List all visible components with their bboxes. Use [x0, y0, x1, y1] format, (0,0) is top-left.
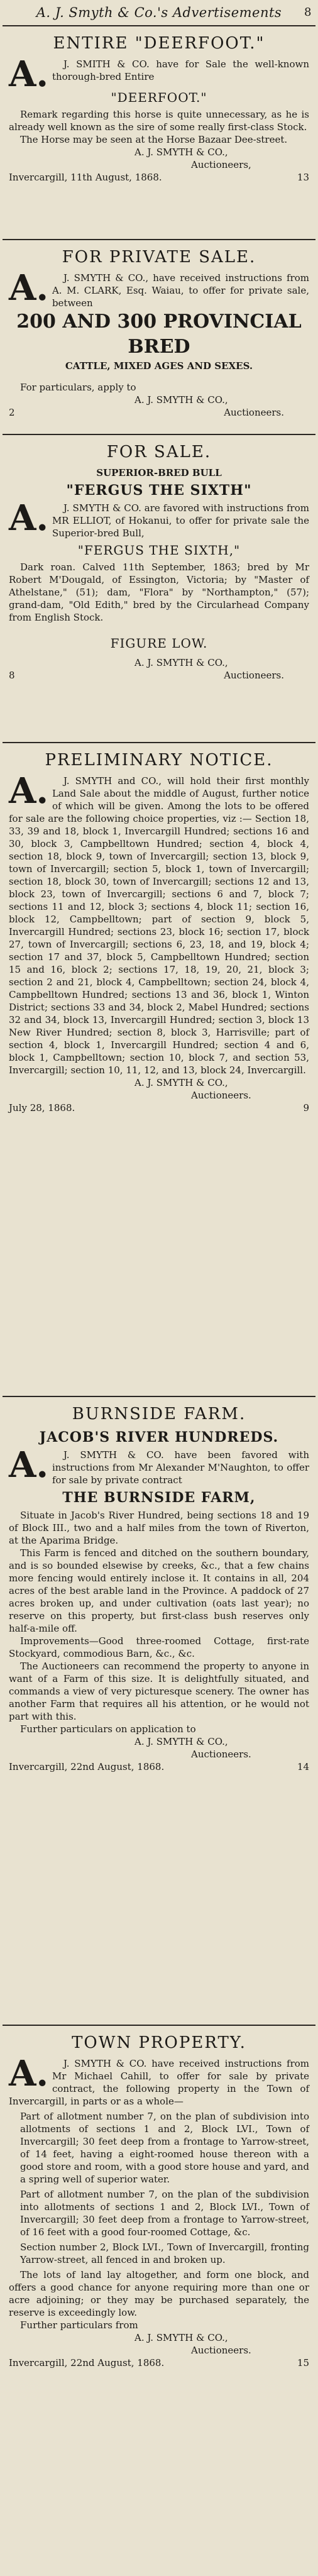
farm-situate: Situate in Jacob's River Hundred, being sections 18 and 19 of Block III., two and a half miles from the town of Riverton, at the Aparima Bridge. — [9, 1510, 309, 1546]
ad-deerfoot — [0, 30, 318, 184]
ad-body: J. SMYTH & CO., have received instructions from A. M. CLARK, Esq. Waiau, to offer for private sale, between — [52, 272, 309, 309]
ad-heading: PRELIMINARY NOTICE. — [45, 751, 273, 770]
dateline: Invercargill, 11th August, 1868. — [9, 172, 162, 183]
signature-role: Auctioneers. — [191, 2345, 251, 2356]
bull-description: Dark roan. Calved 11th September, 1863; bred by Mr Robert M'Dougald, of Essington, Victoria; by "Master of Athelstane," (51); dam, "Flora" by "Northampton," (57); grand-dam, "Old Edith," bred by the Circularhead Company from English Stock. — [9, 561, 309, 623]
divider — [3, 742, 315, 743]
signature: A. J. SMYTH & CO., — [134, 146, 228, 158]
drop-cap: A. — [9, 53, 48, 95]
divider — [3, 239, 315, 240]
page-header — [0, 0, 318, 25]
ad-seen: The Horse may be seen at the Horse Bazaar Dee-street. — [20, 134, 288, 145]
signature: A. J. SMYTH & CO., — [134, 1736, 228, 1747]
divider — [3, 1396, 315, 1397]
ad-footer — [9, 406, 309, 419]
lots-summary: The lots of land lay altogether, and form one block, and offers a good chance for anyone requiring more than one or acre adjoining; or they may be purchased separately, the reserve is exceedingly low. — [9, 2269, 309, 2318]
signature: A. J. SMYTH & CO., — [134, 1077, 228, 1088]
drop-cap: A. — [9, 770, 48, 812]
ad-footer — [9, 1102, 309, 1114]
further-line: Further particulars from — [20, 2319, 138, 2331]
ad-subheading: SUPERIOR-BRED BULL — [96, 467, 222, 478]
bull-title: "FERGUS THE SIXTH" — [66, 482, 252, 499]
ad-body: J. SMITH & CO. have for Sale the well-known thorough-bred Entire — [52, 58, 309, 82]
cattle-count: 200 AND 300 PROVINCIAL BRED — [16, 311, 302, 358]
ad-heading: TOWN PROPERTY. — [72, 2033, 246, 2052]
ad-body: J. SMYTH and CO., will hold their first monthly Land Sale about the middle of August, further notice of which will be given. Among the lots to be offered for sale are the following choice properties, viz :— Section 18, 33, 39 and 18, block 1, Invercargill Hundred; sections 16 and 30, block 3, Campbelltown Hundred; section 4, block 4, section 18, block 9, town of Invercargill; section 13, block 9, town of Invercargill; section 5, block 1, town of Invercargill; section 18, block 30, town of Invercargill; sections 12 and 13, block 23, town of Invercargill; sections 6 and 7, block 7; sections 11 and 12, block 3; sections 4, block 11; section 16, block 12, Campbelltown; part of section 9, block 5, Invercargill Hundred; sections 23, block 16; section 17, block 27, town of Invercargill; sections 6, 23, 18, and 19, block 4; section 17 and 37, block 5, Campbelltown Hundred; section 15 and 16, block 2; sections 17, 18, 19, 20, 21, block 3; section 2 and 21, block 4, Campbelltown; section 24, block 4, Campbelltown Hundred; sections 13 and 36, block 1, Winton District; sections 33 and 34, block 2, Mabel Hundred; sections 32 and 34, block 13, Invercargill Hundred; section 3, block 13 New River Hundred; section 8, block 3, Harrisville; part of section 4, block 1, Invercargill Hundred; section 4 and 6, block 1, Campbelltown; section 10, block 7, and section 53, Invercargill; section 10, 11, 12, and 13, block 24, Invercargill. — [9, 775, 309, 1076]
ad-number: 13 — [297, 172, 309, 183]
header-title: A. J. Smyth & Co.'s Advertisements — [36, 5, 282, 20]
ad-body: J. SMYTH & CO. have been favored with instructions from Mr Alexander M'Naughton, to offer for sale by private contract — [52, 1449, 309, 1486]
ad-footer — [9, 2357, 309, 2369]
drop-cap: A. — [9, 497, 48, 539]
farm-fenced: This Farm is fenced and ditched on the southern boundary, and is so bounded elsewise by creeks, &c., that a few chains more fencing would entirely inclose it. It contains in all, 204 acres of the best arable land in the Province. A paddock of 27 acres broken up, and under cultivation (oats last year); no reserve on this property, but first-class bush reserves only half-a-mile off. — [9, 1547, 309, 1634]
bull-name: "FERGUS THE SIXTH," — [77, 543, 241, 558]
ad-town-property — [0, 2030, 318, 2369]
ad-number: 9 — [303, 1102, 309, 1114]
drop-cap: A. — [9, 1444, 48, 1486]
ad-number: 14 — [297, 1761, 309, 1772]
lot-item: Section number 2, Block LVI., Town of Invercargill, fronting Yarrow-street, all fenced in and broken up. — [20, 2242, 309, 2265]
ad-number: 8 — [9, 670, 15, 681]
divider — [3, 434, 315, 435]
dateline: July 28, 1868. — [9, 1102, 75, 1114]
farm-improvements: Improvements—Good three-roomed Cottage, first-rate Stockyard, commodious Barn, &c., &c. — [9, 1635, 309, 1659]
drop-cap: A. — [9, 267, 48, 309]
ad-number: 15 — [297, 2357, 309, 2369]
signature: A. J. SMYTH & CO., — [134, 394, 228, 406]
ad-footer — [9, 171, 309, 184]
signature: A. J. SMYTH & CO., — [134, 2332, 228, 2343]
farm-title: THE BURNSIDE FARM, — [62, 1490, 256, 1506]
signature-role: Auctioneers. — [191, 1749, 251, 1760]
ad-burnside-farm — [0, 1401, 318, 1773]
ad-bull-sale — [0, 439, 318, 682]
signature-role: Auctioneers. — [224, 670, 284, 681]
ad-heading: FOR PRIVATE SALE. — [62, 248, 256, 267]
ad-remark: Remark regarding this horse is quite unnecessary, as he is already well known as the sire of some really first-class Stock. — [9, 109, 309, 133]
ad-footer — [9, 1761, 309, 1773]
drop-cap: A. — [9, 2053, 48, 2094]
page-number: 8 — [304, 6, 312, 19]
signature-role: Auctioneers. — [191, 1090, 251, 1101]
ad-preliminary-notice — [0, 747, 318, 1114]
ad-heading: ENTIRE "DEERFOOT." — [53, 34, 265, 53]
signature: A. J. SMYTH & CO., — [134, 657, 228, 668]
apply-line: For particulars, apply to — [20, 382, 136, 393]
dateline: Invercargill, 22nd August, 1868. — [9, 2357, 165, 2369]
further-line: Further particulars on application to — [20, 1723, 196, 1735]
farm-recommend: The Auctioneers can recommend the property to anyone in want of a Farm of this size. It is delightfully situated, and commands a view of very picturesque scenery. The owner has another Farm that requires all his attention, or he would not part with this. — [9, 1661, 309, 1722]
signature-role: Auctioneers. — [224, 407, 284, 418]
signature-role: Auctioneers, — [191, 159, 251, 170]
ad-body: J. SMYTH & CO. are favored with instructions from MR ELLIOT, of Hokanui, to offer for private sale the Superior-bred Bull, — [52, 502, 309, 539]
ad-heading: FOR SALE. — [106, 443, 212, 462]
dateline: Invercargill, 22nd August, 1868. — [9, 1761, 165, 1772]
ad-body: J. SMYTH & CO. have received instructions from Mr Michael Cahill, to offer for sale by private contract, the following property in the Town of Invercargill, in parts or as a whole— — [9, 2058, 309, 2107]
cattle-desc: CATTLE, MIXED AGES AND SEXES. — [65, 360, 253, 372]
horse-name: "DEERFOOT." — [111, 90, 207, 105]
lot-item: Part of allotment number 7, on the plan of the subdivision into allotments of sections 1 and 2, Block LVI., Town of Invercargill; 30 feet deep from a frontage to Yarrow-street, of 16 feet with a good four-roomed Cottage, &c. — [20, 2189, 309, 2238]
ad-heading: BURNSIDE FARM. — [72, 1405, 246, 1423]
ad-number: 2 — [9, 407, 15, 418]
ad-subheading: JACOB'S RIVER HUNDREDS. — [39, 1429, 279, 1446]
ad-footer — [9, 669, 309, 682]
lot-item: Part of allotment number 7, on the plan of subdivision into allotments of sections 1 and 2, Block LVI., Town of Invercargill; 30 feet deep from a frontage to Yarrow-street, of 14 feet, having a eight-roomed house thereon with a good store and room, with a good store house and yard, and a spring well of superior water. — [20, 2111, 309, 2185]
ad-private-sale — [0, 244, 318, 419]
divider — [3, 2025, 315, 2026]
divider — [3, 25, 315, 26]
figure-low: FIGURE LOW. — [110, 636, 208, 651]
